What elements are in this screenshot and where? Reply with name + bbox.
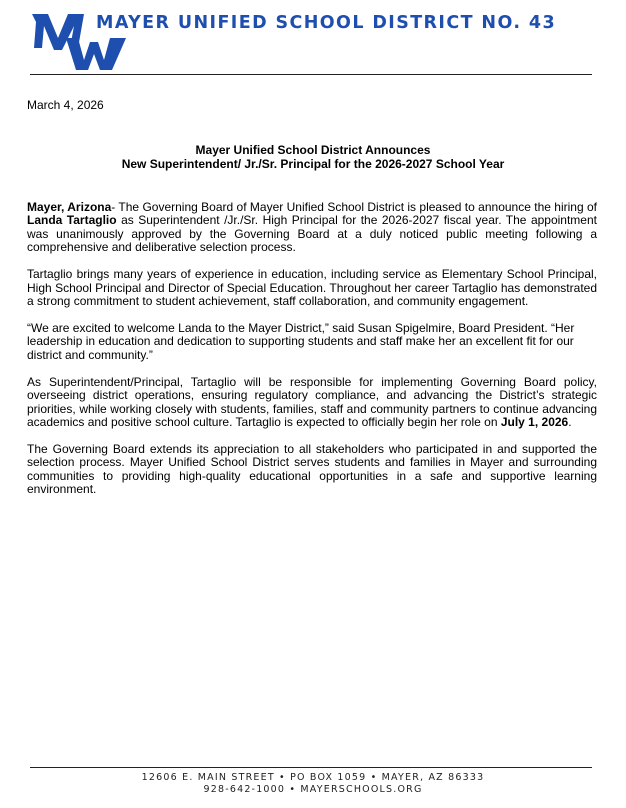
paragraph-quote: “We are excited to welcome Landa to the Mayer District,” said Susan Spigelmire, Board President. “Her leadership in education and dedication to supporting students and staff make her an excellent fit for our district and community.”	[27, 321, 575, 362]
intro-text-b: as Superintendent /Jr./Sr. High Principal for the 2026-2027 fiscal year. The appointment was unanimously approved by the Governing Board at a duly noticed public meeting following a comprehensive and deliberative selection process.	[27, 213, 597, 255]
district-name: MAYER UNIFIED SCHOOL DISTRICT NO. 43	[96, 13, 557, 33]
title-line-1: Mayer Unified School District Announces	[195, 143, 431, 157]
letter-date: March 4, 2026	[27, 98, 104, 112]
appointee-name: Landa Tartaglio	[27, 213, 117, 228]
letterhead	[0, 0, 626, 80]
footer-divider	[30, 767, 592, 768]
start-date: July 1, 2026	[500, 415, 569, 430]
paragraph-experience: Tartaglio brings many years of experience in education, including service as Elementary School Principal, High School Principal and Director of Special Education. Throughout her career Tartaglio has demonstrated a strong commitment to student achievement, staff collaboration, and community engagement.	[27, 267, 597, 309]
footer-address: 12606 E. MAIN STREET • PO BOX 1059 • MAYER, AZ 86333	[141, 772, 485, 783]
footer	[0, 772, 626, 795]
paragraph-appreciation: The Governing Board extends its appreciation to all stakeholders who participated in and supported the selection process. Mayer Unified School District serves students and families in Mayer and surrounding communities to providing high-quality educational opportunities in a safe and supportive learning environment.	[27, 442, 597, 497]
announcement-body	[27, 201, 597, 510]
responsibilities-end: .	[568, 415, 572, 430]
responsibilities-text: As Superintendent/Principal, Tartaglio will be responsible for implementing Governing Board policy, overseeing district operations, ensuring regulatory compliance, and advancing the District’s strategic priorities, while working closely with students, families, staff and community partners to continue advancing academics and positive school culture. Tartaglio is expected to officially begin her role on	[27, 374, 597, 430]
intro-text-a: - The Governing Board of Mayer Unified School District is pleased to announce the hiring of	[111, 200, 597, 214]
dateline: Mayer, Arizona	[27, 200, 112, 214]
title-line-2: New Superintendent/ Jr./Sr. Principal for the 2026-2027 School Year	[121, 157, 505, 171]
paragraph-responsibilities	[27, 376, 597, 430]
announcement-title	[0, 143, 626, 171]
header-divider	[30, 74, 592, 75]
footer-contact: 928-642-1000 • MAYERSCHOOLS.ORG	[203, 783, 423, 795]
paragraph-intro	[27, 201, 597, 255]
